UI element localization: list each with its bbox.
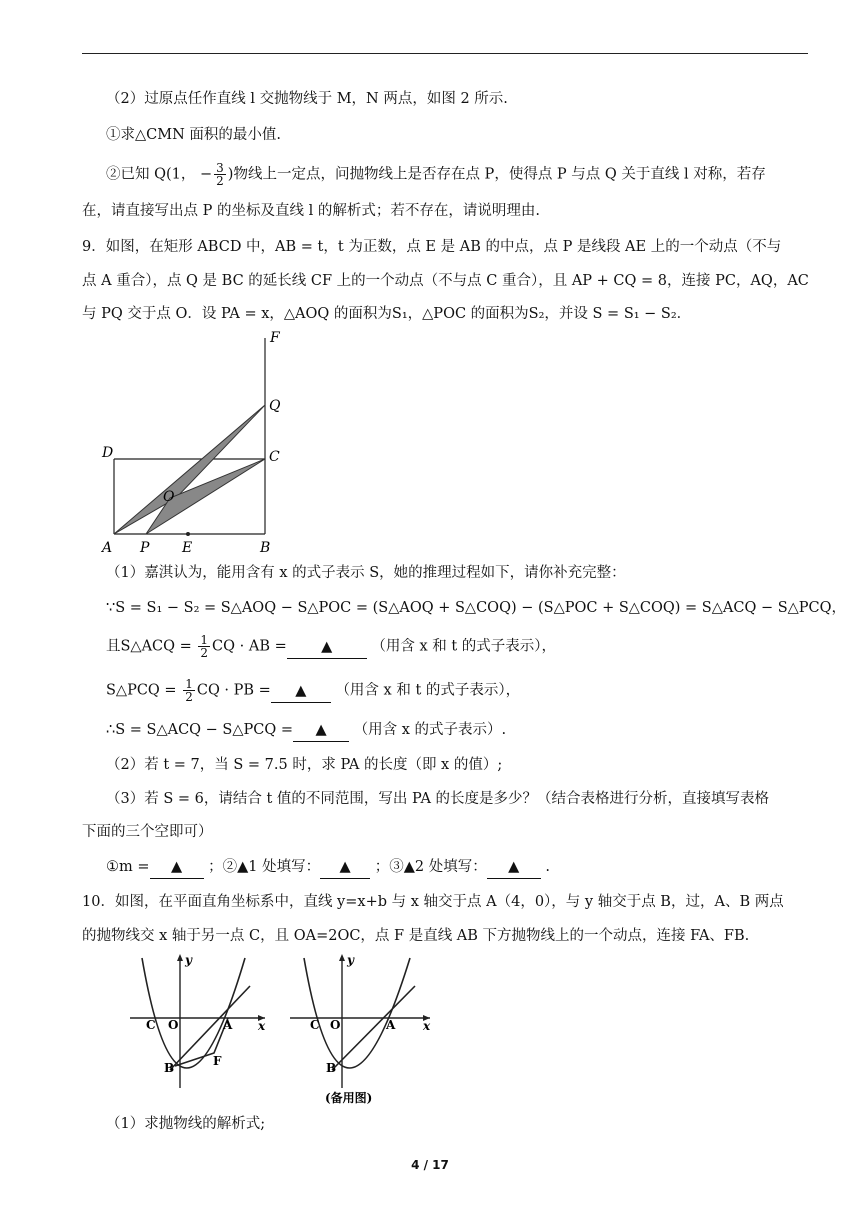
text-line: （2）若 t = 7，当 S = 7.5 时，求 PA 的长度（即 x 的值）; [106, 757, 503, 773]
text-fragment: （用含 x 和 t 的式子表示）， [335, 682, 521, 699]
label-c: C [146, 1018, 156, 1032]
text-line: 点 A 重合），点 Q 是 BC 的延长线 CF 上的一个动点（不与点 C 重合），且 AP + CQ = 8，连接 PC，AQ，AC [82, 273, 809, 289]
text-fragment: CQ · AB = [212, 638, 287, 655]
label-b: B [326, 1061, 337, 1075]
fraction-numerator: 1 [200, 633, 209, 647]
label-b: B [164, 1061, 175, 1075]
label-a: A [386, 1018, 396, 1032]
answer-blank[interactable]: ▲ [320, 856, 370, 879]
label-o: O [330, 1018, 341, 1032]
text-line [106, 634, 836, 659]
label-q: Q [269, 398, 281, 414]
text-fragment: ①m = [106, 859, 150, 875]
answer-blank[interactable]: ▲ [271, 680, 331, 703]
text-fragment: ②已知 Q(1， [106, 166, 196, 183]
text-line: （1）求抛物线的解析式; [106, 1116, 266, 1132]
fraction-denominator: 2 [216, 174, 224, 188]
text-line: ∵S = S₁ − S₂ = S△AOQ − S△POC = (S△AOQ + S△COQ) − (S△POC + S△COQ) = S△ACQ − S△PCQ， [106, 600, 847, 616]
text-fragment: 且S△ACQ = [106, 638, 197, 655]
label-p: P [140, 540, 150, 556]
label-c: C [310, 1018, 320, 1032]
label-e: E [182, 540, 193, 556]
text-line: 与 PQ 交于点 O．设 PA = x，△AOQ 的面积为S₁，△POC 的面积为S₂，并设 S = S₁ − S₂． [82, 306, 692, 322]
label-b: B [260, 540, 271, 556]
text-line: 在，请直接写出点 P 的坐标及直线 l 的解析式；若不存在，请说明理由. [82, 203, 540, 219]
text-line: 的抛物线交 x 轴于另一点 C，且 OA=2OC，点 F 是直线 AB 下方抛物线上的一个动点，连接 FA、FB. [82, 928, 750, 944]
answer-blank[interactable]: ▲ [150, 856, 204, 879]
answer-blank[interactable]: ▲ [293, 719, 349, 742]
text-line [106, 678, 836, 703]
minus-sign: − [195, 166, 213, 183]
text-fragment: S△PCQ = [106, 682, 182, 699]
text-fragment: （用含 x 和 t 的式子表示）， [371, 638, 557, 655]
text-line [106, 856, 836, 879]
text-line [106, 719, 836, 742]
fraction-denominator: 2 [200, 646, 209, 660]
text-line: 9．如图，在矩形 ABCD 中，AB = t，t 为正数，点 E 是 AB 的中点，点 P 是线段 AE 上的一个动点（不与 [82, 239, 782, 255]
text-line: ①求△CMN 面积的最小值. [106, 127, 281, 143]
text-fragment: . [545, 859, 550, 875]
label-y: y [347, 953, 354, 967]
page-number: 4 / 17 [411, 1158, 449, 1172]
text-line: 下面的三个空即可） [82, 824, 213, 840]
text-line: （1）嘉淇认为，能用含有 x 的式子表示 S，她的推理过程如下，请你补充完整： [106, 565, 626, 581]
text-fragment: （用含 x 的式子表示）. [353, 722, 507, 738]
text-fragment: ；②▲1 处填写： [208, 859, 321, 875]
label-x: x [258, 1019, 266, 1033]
label-f: F [270, 330, 280, 346]
text-line: （3）若 S = 6，请结合 t 值的不同范围，写出 PA 的长度是多少？（结合表格进行分析，直接填写表格 [106, 791, 770, 807]
fraction [214, 162, 226, 187]
text-fragment: ∴S = S△ACQ − S△PCQ = [106, 722, 294, 738]
fraction-numerator: 3 [216, 161, 224, 175]
answer-blank[interactable]: ▲ [487, 856, 541, 879]
label-c: C [269, 449, 280, 465]
text-fragment: ；③▲2 处填写： [374, 859, 487, 875]
figure-caption: (备用图) [325, 1091, 373, 1105]
text-line: （2）过原点任作直线 l 交抛物线于 M，N 两点，如图 2 所示. [106, 91, 508, 107]
label-a: A [102, 540, 113, 556]
label-y: y [185, 953, 192, 967]
label-f: F [213, 1054, 222, 1068]
label-o: O [163, 489, 175, 505]
text-fragment: )物线上一定点，问抛物线上是否存在点 P，使得点 P 与点 Q 关于直线 l 对称，若存 [227, 166, 766, 183]
fraction [183, 678, 195, 703]
figure-9-rectangle [100, 328, 300, 560]
fraction [198, 634, 210, 659]
text-fragment: CQ · PB = [196, 682, 271, 699]
text-line [106, 162, 836, 187]
label-o: O [168, 1018, 179, 1032]
fraction-numerator: 1 [185, 677, 193, 691]
figure-10-parabola [120, 948, 440, 1108]
header-rule [82, 53, 808, 54]
text-line: 10．如图，在平面直角坐标系中，直线 y=x+b 与 x 轴交于点 A（4，0），与 y 轴交于点 B，过，A、B 两点 [82, 894, 784, 910]
fraction-denominator: 2 [185, 690, 193, 704]
label-d: D [102, 445, 114, 461]
label-a: A [223, 1018, 233, 1032]
label-x: x [423, 1019, 431, 1033]
answer-blank[interactable]: ▲ [287, 636, 367, 659]
